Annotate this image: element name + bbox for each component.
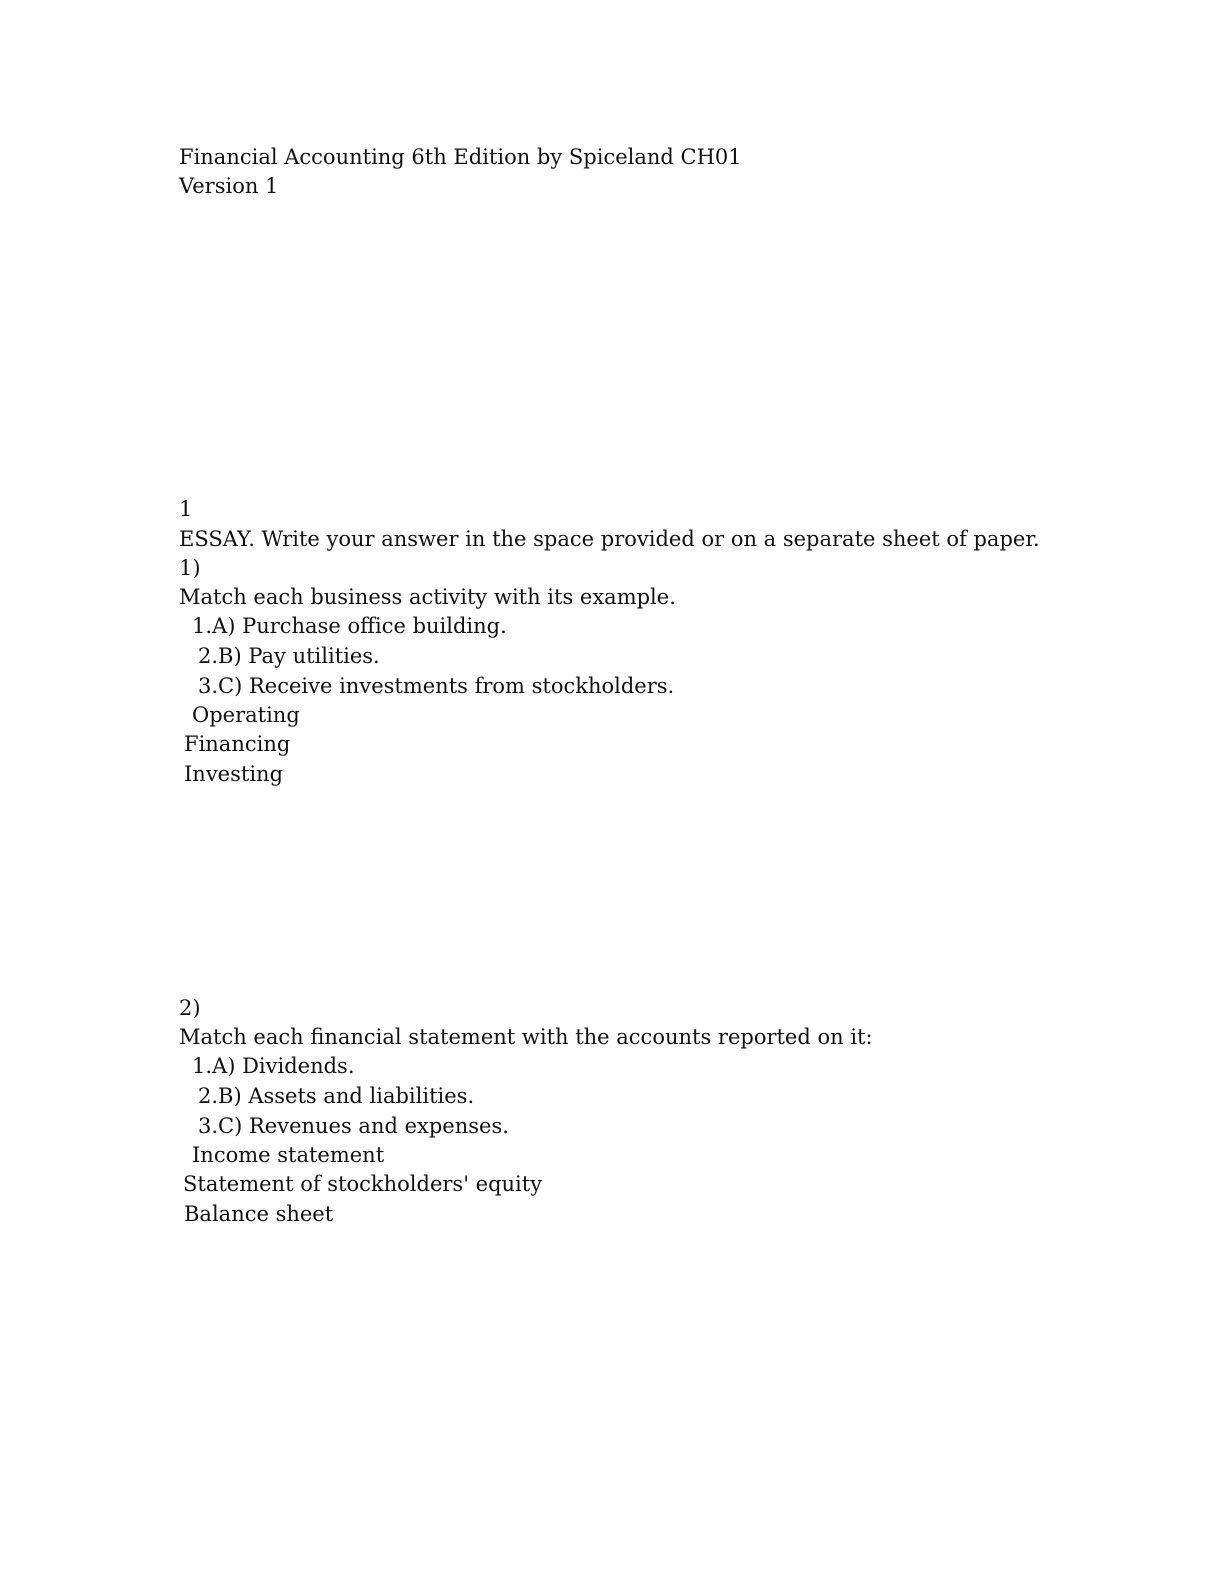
question-2-item-1: 1.A) Dividends. <box>192 1054 355 1078</box>
question-1-choice-3: Investing <box>184 762 284 786</box>
question-2-prompt: Match each financial statement with the accounts reported on it: <box>179 1025 873 1049</box>
question-2-item-3: 3.C) Revenues and expenses. <box>198 1114 509 1138</box>
question-2-number: 2) <box>179 996 201 1020</box>
question-1-item-2: 2.B) Pay utilities. <box>198 644 380 668</box>
question-1-item-3: 3.C) Receive investments from stockholders. <box>198 674 675 698</box>
document-title: Financial Accounting 6th Edition by Spiceland CH01 <box>179 145 742 169</box>
question-1-choice-2: Financing <box>184 732 291 756</box>
section-instructions: ESSAY. Write your answer in the space provided or on a separate sheet of paper. <box>179 527 1040 551</box>
question-1-item-1: 1.A) Purchase office building. <box>192 614 507 638</box>
question-2-item-2: 2.B) Assets and liabilities. <box>198 1084 475 1108</box>
question-2-choice-3: Balance sheet <box>184 1202 334 1226</box>
section-number: 1 <box>179 497 193 521</box>
question-2-choice-1: Income statement <box>192 1143 385 1167</box>
question-1-choice-1: Operating <box>192 703 300 727</box>
version-label: Version 1 <box>179 174 279 198</box>
question-2-choice-2: Statement of stockholders' equity <box>183 1172 543 1196</box>
question-1-prompt: Match each business activity with its example. <box>179 585 676 609</box>
question-1-number: 1) <box>179 556 201 580</box>
